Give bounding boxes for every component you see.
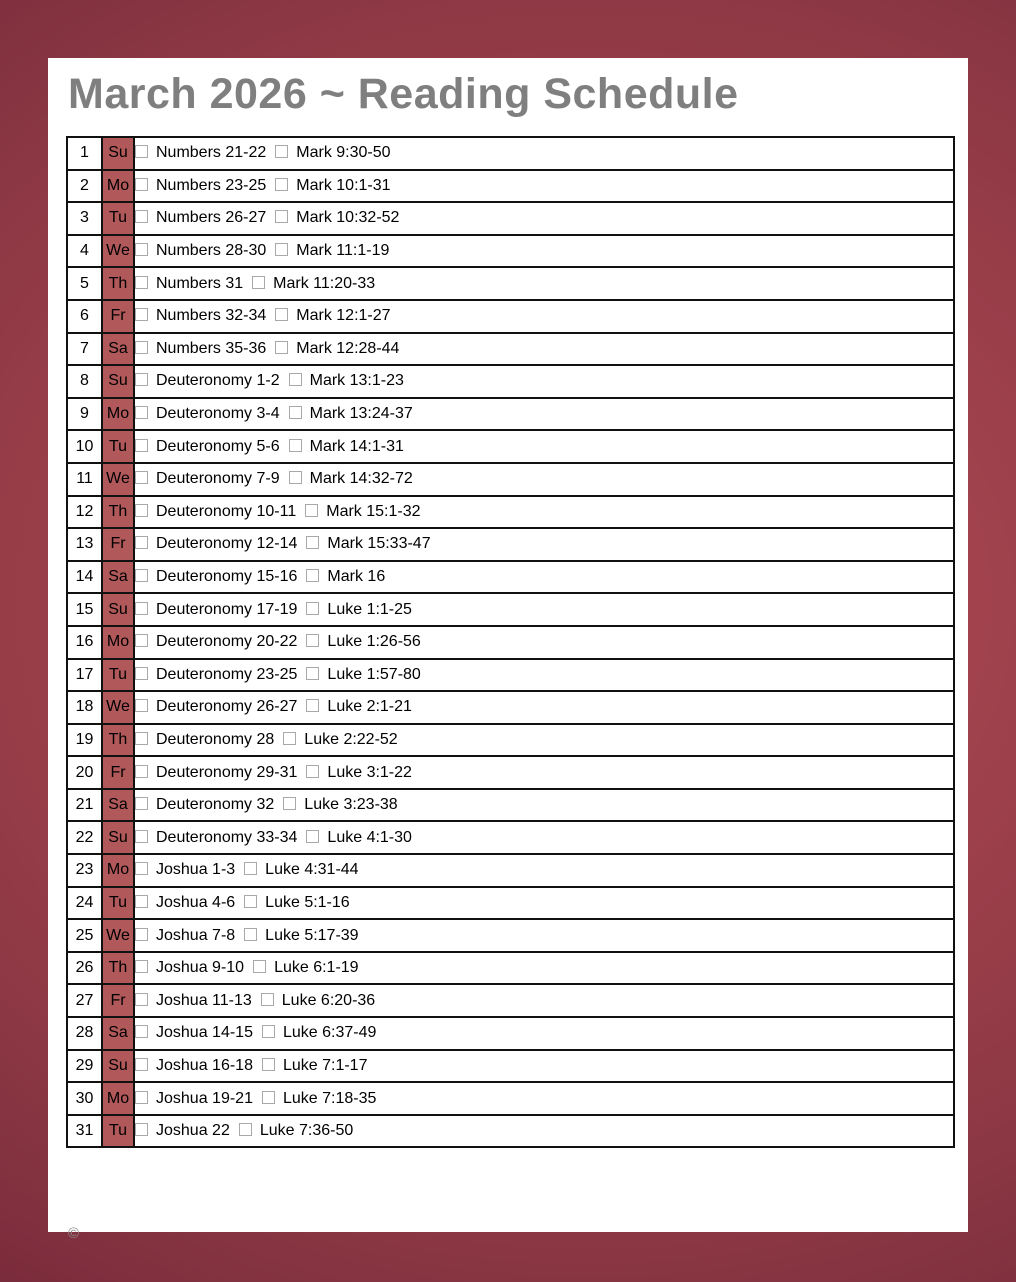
reading-passage-1: Deuteronomy 12-14 (156, 535, 298, 553)
table-row (67, 626, 954, 659)
weekday-abbr: We (102, 691, 134, 724)
reading-passage-1: Deuteronomy 1-2 (156, 372, 280, 390)
weekday-abbr: Tu (102, 1115, 134, 1148)
reading-passage-2: Mark 11:1-19 (296, 242, 390, 260)
checkbox-icon (135, 1123, 148, 1136)
reading-passage-2: Luke 2:22-52 (304, 730, 398, 748)
checkbox-icon (135, 1058, 148, 1071)
reading-passage-2: Mark 14:1-31 (309, 437, 404, 455)
reading-passage-1: Joshua 1-3 (156, 861, 236, 879)
checkbox-icon (135, 536, 148, 549)
checkbox-icon (306, 699, 319, 712)
checkbox-icon (289, 471, 302, 484)
table-row (67, 887, 954, 920)
weekday-abbr: We (102, 235, 134, 268)
reading-passage-2: Luke 6:20-36 (281, 991, 376, 1009)
weekday-abbr: Su (102, 1050, 134, 1083)
day-number: 22 (67, 821, 102, 854)
checkbox-icon (135, 928, 148, 941)
checkbox-icon (135, 243, 148, 256)
reading-passage-2: Mark 11:20-33 (273, 274, 376, 292)
checkbox-icon (306, 667, 319, 680)
day-number: 20 (67, 756, 102, 789)
reading-cell (134, 267, 954, 300)
reading-cell (134, 170, 954, 203)
checkbox-icon (135, 960, 148, 973)
reading-passage-2: Luke 6:1-19 (274, 959, 359, 977)
weekday-abbr: Fr (102, 528, 134, 561)
day-number: 12 (67, 496, 102, 529)
day-number: 19 (67, 724, 102, 757)
checkbox-icon (239, 1123, 252, 1136)
reading-passage-1: Numbers 21-22 (156, 144, 267, 162)
reading-passage-1: Deuteronomy 5-6 (156, 437, 280, 455)
reading-passage-2: Luke 7:36-50 (259, 1122, 354, 1140)
reading-cell (134, 300, 954, 333)
table-row (67, 267, 954, 300)
reading-cell (134, 724, 954, 757)
checkbox-icon (306, 634, 319, 647)
table-row (67, 561, 954, 594)
reading-schedule-table (66, 136, 955, 1148)
reading-cell (134, 659, 954, 692)
checkbox-icon (244, 895, 257, 908)
checkbox-icon (135, 406, 148, 419)
weekday-abbr: We (102, 463, 134, 496)
day-number: 11 (67, 463, 102, 496)
reading-passage-1: Numbers 26-27 (156, 209, 267, 227)
reading-passage-2: Luke 2:1-21 (327, 698, 412, 716)
day-number: 28 (67, 1017, 102, 1050)
reading-passage-2: Luke 3:1-22 (327, 763, 412, 781)
day-number: 2 (67, 170, 102, 203)
day-number: 10 (67, 430, 102, 463)
reading-passage-2: Mark 10:1-31 (296, 176, 391, 194)
reading-passage-1: Deuteronomy 33-34 (156, 828, 298, 846)
checkbox-icon (135, 634, 148, 647)
weekday-abbr: Fr (102, 756, 134, 789)
weekday-abbr: Th (102, 724, 134, 757)
day-number: 4 (67, 235, 102, 268)
reading-passage-1: Numbers 31 (156, 274, 244, 292)
reading-passage-1: Joshua 22 (156, 1122, 230, 1140)
reading-cell (134, 528, 954, 561)
table-row (67, 202, 954, 235)
checkbox-icon (135, 830, 148, 843)
table-row (67, 593, 954, 626)
reading-passage-2: Mark 10:32-52 (296, 209, 400, 227)
reading-passage-2: Mark 12:28-44 (296, 339, 400, 357)
checkbox-icon (306, 602, 319, 615)
day-number: 24 (67, 887, 102, 920)
day-number: 8 (67, 365, 102, 398)
reading-cell (134, 984, 954, 1017)
checkbox-icon (135, 210, 148, 223)
reading-passage-1: Deuteronomy 20-22 (156, 633, 298, 651)
day-number: 13 (67, 528, 102, 561)
day-number: 23 (67, 854, 102, 887)
checkbox-icon (135, 862, 148, 875)
checkbox-icon (244, 862, 257, 875)
reading-cell (134, 430, 954, 463)
day-number: 9 (67, 398, 102, 431)
reading-passage-2: Mark 15:1-32 (326, 502, 421, 520)
reading-cell (134, 202, 954, 235)
reading-passage-1: Joshua 16-18 (156, 1056, 253, 1074)
reading-cell (134, 821, 954, 854)
footer-credit: © (68, 1225, 80, 1242)
reading-passage-1: Deuteronomy 32 (156, 796, 275, 814)
reading-passage-2: Luke 7:1-17 (282, 1056, 368, 1074)
table-row (67, 756, 954, 789)
reading-cell (134, 463, 954, 496)
weekday-abbr: Sa (102, 333, 134, 366)
reading-passage-1: Joshua 11-13 (156, 991, 252, 1009)
reading-cell (134, 789, 954, 822)
reading-passage-1: Numbers 32-34 (156, 307, 267, 325)
reading-cell (134, 561, 954, 594)
reading-passage-1: Deuteronomy 23-25 (156, 665, 298, 683)
day-number: 27 (67, 984, 102, 1017)
checkbox-icon (135, 471, 148, 484)
reading-passage-2: Luke 6:37-49 (282, 1024, 377, 1042)
reading-passage-2: Mark 12:1-27 (296, 307, 391, 325)
checkbox-icon (135, 504, 148, 517)
day-number: 26 (67, 952, 102, 985)
checkbox-icon (253, 960, 266, 973)
weekday-abbr: Tu (102, 659, 134, 692)
day-number: 15 (67, 593, 102, 626)
reading-passage-2: Luke 5:1-16 (265, 893, 350, 911)
weekday-abbr: Mo (102, 854, 134, 887)
day-number: 29 (67, 1050, 102, 1083)
day-number: 3 (67, 202, 102, 235)
reading-passage-1: Deuteronomy 17-19 (156, 600, 298, 618)
checkbox-icon (262, 1091, 275, 1104)
table-row (67, 952, 954, 985)
reading-passage-2: Luke 1:1-25 (327, 600, 412, 618)
reading-passage-1: Deuteronomy 15-16 (156, 568, 298, 586)
checkbox-icon (135, 993, 148, 1006)
weekday-abbr: Fr (102, 984, 134, 1017)
table-row (67, 1082, 954, 1115)
checkbox-icon (135, 1025, 148, 1038)
checkbox-icon (135, 667, 148, 680)
reading-passage-1: Deuteronomy 3-4 (156, 405, 280, 423)
reading-cell (134, 398, 954, 431)
reading-passage-2: Luke 5:17-39 (265, 926, 359, 944)
day-number: 21 (67, 789, 102, 822)
checkbox-icon (289, 373, 302, 386)
reading-cell (134, 235, 954, 268)
table-row (67, 1050, 954, 1083)
reading-passage-2: Luke 7:18-35 (282, 1089, 377, 1107)
reading-passage-1: Numbers 23-25 (156, 176, 267, 194)
checkbox-icon (306, 830, 319, 843)
reading-passage-1: Joshua 19-21 (156, 1089, 253, 1107)
reading-passage-2: Luke 4:1-30 (327, 828, 412, 846)
checkbox-icon (135, 145, 148, 158)
checkbox-icon (289, 439, 302, 452)
reading-passage-2: Mark 15:33-47 (327, 535, 431, 553)
day-number: 31 (67, 1115, 102, 1148)
checkbox-icon (275, 178, 288, 191)
table-row (67, 821, 954, 854)
day-number: 18 (67, 691, 102, 724)
document-page (48, 58, 968, 1242)
day-number: 1 (67, 137, 102, 170)
reading-passage-1: Joshua 7-8 (156, 926, 236, 944)
reading-passage-2: Mark 13:1-23 (309, 372, 404, 390)
table-row (67, 724, 954, 757)
checkbox-icon (135, 895, 148, 908)
reading-cell (134, 333, 954, 366)
table-row (67, 430, 954, 463)
reading-passage-1: Deuteronomy 26-27 (156, 698, 298, 716)
table-row (67, 365, 954, 398)
reading-passage-2: Luke 3:23-38 (304, 796, 398, 814)
reading-cell (134, 1082, 954, 1115)
checkbox-icon (275, 308, 288, 321)
checkbox-icon (135, 439, 148, 452)
day-number: 17 (67, 659, 102, 692)
table-row (67, 854, 954, 887)
table-row (67, 170, 954, 203)
reading-passage-2: Mark 16 (327, 568, 386, 586)
weekday-abbr: Sa (102, 1017, 134, 1050)
reading-cell (134, 919, 954, 952)
reading-passage-1: Numbers 35-36 (156, 339, 267, 357)
checkbox-icon (275, 210, 288, 223)
weekday-abbr: Mo (102, 1082, 134, 1115)
weekday-abbr: We (102, 919, 134, 952)
checkbox-icon (135, 341, 148, 354)
table-row (67, 300, 954, 333)
checkbox-icon (135, 699, 148, 712)
reading-cell (134, 1050, 954, 1083)
reading-cell (134, 496, 954, 529)
reading-cell (134, 593, 954, 626)
checkbox-icon (275, 145, 288, 158)
table-row (67, 137, 954, 170)
weekday-abbr: Mo (102, 398, 134, 431)
day-number: 30 (67, 1082, 102, 1115)
table-row (67, 789, 954, 822)
checkbox-icon (135, 1091, 148, 1104)
day-number: 16 (67, 626, 102, 659)
checkbox-icon (135, 178, 148, 191)
checkbox-icon (135, 602, 148, 615)
reading-cell (134, 137, 954, 170)
weekday-abbr: Sa (102, 789, 134, 822)
reading-passage-1: Joshua 14-15 (156, 1024, 253, 1042)
table-row (67, 528, 954, 561)
table-row (67, 496, 954, 529)
table-row (67, 691, 954, 724)
checkbox-icon (135, 569, 148, 582)
weekday-abbr: Tu (102, 430, 134, 463)
checkbox-icon (289, 406, 302, 419)
weekday-abbr: Su (102, 365, 134, 398)
checkbox-icon (135, 373, 148, 386)
reading-cell (134, 626, 954, 659)
weekday-abbr: Su (102, 821, 134, 854)
checkbox-icon (306, 569, 319, 582)
table-row (67, 919, 954, 952)
reading-cell (134, 1017, 954, 1050)
weekday-abbr: Mo (102, 170, 134, 203)
table-row (67, 398, 954, 431)
checkbox-icon (252, 276, 265, 289)
reading-passage-1: Deuteronomy 28 (156, 730, 275, 748)
reading-passage-1: Deuteronomy 29-31 (156, 763, 298, 781)
reading-passage-2: Luke 4:31-44 (265, 861, 359, 879)
checkbox-icon (275, 243, 288, 256)
table-row (67, 1115, 954, 1148)
table-row (67, 1017, 954, 1050)
table-row (67, 333, 954, 366)
weekday-abbr: Su (102, 593, 134, 626)
weekday-abbr: Mo (102, 626, 134, 659)
reading-passage-1: Joshua 4-6 (156, 893, 236, 911)
checkbox-icon (262, 1025, 275, 1038)
day-number: 25 (67, 919, 102, 952)
reading-cell (134, 887, 954, 920)
reading-cell (134, 1115, 954, 1148)
table-row (67, 235, 954, 268)
weekday-abbr: Sa (102, 561, 134, 594)
weekday-abbr: Th (102, 496, 134, 529)
weekday-abbr: Tu (102, 202, 134, 235)
day-number: 7 (67, 333, 102, 366)
day-number: 5 (67, 267, 102, 300)
reading-passage-1: Deuteronomy 7-9 (156, 470, 280, 488)
table-row (67, 984, 954, 1017)
reading-passage-2: Mark 9:30-50 (296, 144, 391, 162)
weekday-abbr: Th (102, 952, 134, 985)
checkbox-icon (262, 1058, 275, 1071)
reading-passage-2: Luke 1:26-56 (327, 633, 421, 651)
page-title: March 2026 ~ Reading Schedule (68, 70, 739, 118)
reading-passage-2: Luke 1:57-80 (327, 665, 421, 683)
reading-cell (134, 691, 954, 724)
checkbox-icon (135, 276, 148, 289)
reading-passage-2: Mark 14:32-72 (309, 470, 413, 488)
checkbox-icon (135, 765, 148, 778)
checkbox-icon (244, 928, 257, 941)
checkbox-icon (306, 536, 319, 549)
reading-passage-1: Numbers 28-30 (156, 242, 267, 260)
day-number: 6 (67, 300, 102, 333)
checkbox-icon (135, 732, 148, 745)
checkbox-icon (261, 993, 274, 1006)
weekday-abbr: Fr (102, 300, 134, 333)
checkbox-icon (275, 341, 288, 354)
reading-cell (134, 365, 954, 398)
reading-passage-1: Joshua 9-10 (156, 959, 245, 977)
checkbox-icon (135, 308, 148, 321)
table-row (67, 659, 954, 692)
reading-cell (134, 756, 954, 789)
reading-cell (134, 854, 954, 887)
reading-cell (134, 952, 954, 985)
day-number: 14 (67, 561, 102, 594)
checkbox-icon (135, 797, 148, 810)
reading-passage-1: Deuteronomy 10-11 (156, 502, 297, 520)
checkbox-icon (306, 765, 319, 778)
checkbox-icon (305, 504, 318, 517)
weekday-abbr: Th (102, 267, 134, 300)
reading-passage-2: Mark 13:24-37 (309, 405, 413, 423)
table-row (67, 463, 954, 496)
weekday-abbr: Tu (102, 887, 134, 920)
weekday-abbr: Su (102, 137, 134, 170)
checkbox-icon (283, 797, 296, 810)
checkbox-icon (283, 732, 296, 745)
